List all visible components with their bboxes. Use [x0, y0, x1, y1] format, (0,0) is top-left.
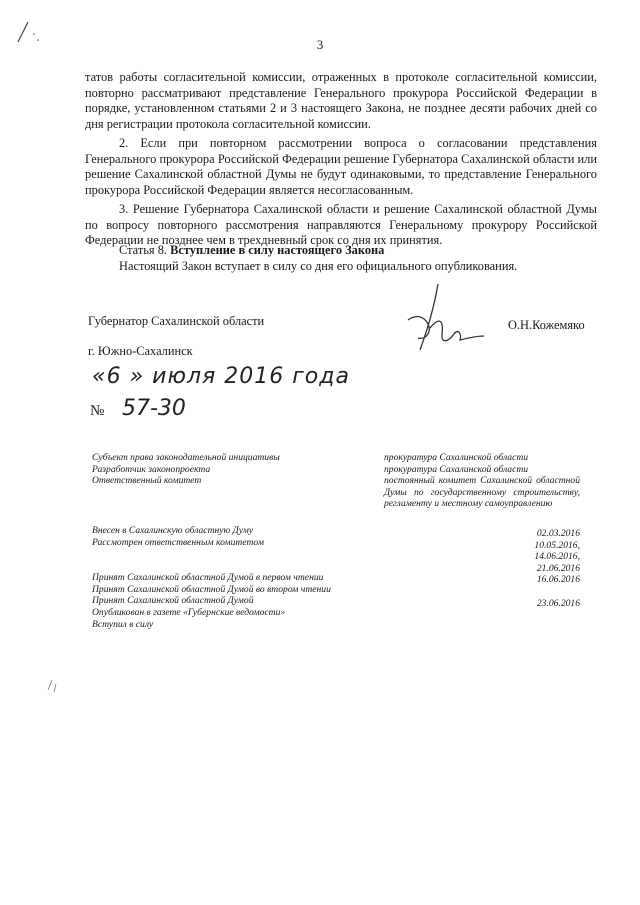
meta-dates — [500, 528, 580, 609]
scan-mark — [10, 12, 50, 52]
number-label: № — [90, 403, 105, 419]
article-text: Настоящий Закон вступает в силу со дня его официального опубликования. — [119, 258, 518, 273]
event-item: Вступил в силу — [92, 618, 154, 630]
paragraph-continuation: татов работы согласительной комиссии, отраженных в протоколе согласительной комиссии, повторно рассматривают представление Генерального прокурора Российской Федерации в порядке, установленном статьями 2 и 3 настоящего Закона, не позднее десяти рабочих дней со дня регистрации протокола согласительной комиссии. — [85, 70, 597, 131]
signature-image — [398, 278, 488, 358]
event-item: Принят Сахалинской областной Думой во втором чтении — [92, 583, 331, 595]
meta-label: Субъект права законодательной инициативы — [92, 452, 280, 463]
governor-name: О.Н.Кожемяко — [508, 318, 585, 332]
date-item: 14.06.2016, — [534, 551, 580, 563]
meta-value: прокуратура Сахалинской области — [384, 452, 529, 463]
event-item: Опубликован в газете «Губернские ведомости» — [92, 606, 286, 618]
meta-label: Разработчик законопроекта — [92, 463, 211, 475]
paragraph-3: 3. Решение Губернатора Сахалинской области и решение Сахалинской областной Думы по вопросу повторного рассмотрения направляются Генеральному прокурору Российской Федерации не позднее чем в трехдневный срок со дня их принятия. — [85, 202, 597, 247]
meta-values — [384, 452, 580, 510]
date-item: 21.06.2016 — [536, 562, 580, 574]
date-item: 23.06.2016 — [536, 597, 580, 609]
meta-value: постоянный комитет Сахалинской областной Думы по государственному строительству, регламенту и местному самоуправлению — [384, 475, 580, 510]
handwritten-number: 57-30 — [122, 396, 186, 421]
article-8 — [119, 243, 599, 274]
date-item: 02.03.2016 — [536, 528, 580, 539]
article-prefix: Статья 8. — [119, 243, 171, 257]
article-title: Вступление в силу настоящего Закона — [170, 243, 385, 257]
date-item: 16.06.2016 — [536, 574, 580, 586]
governor-position: Губернатор Сахалинской области — [88, 314, 265, 328]
event-item: Принят Сахалинской областной Думой — [92, 595, 254, 607]
event-spacer — [92, 548, 422, 572]
meta-label: Ответственный комитет — [92, 475, 202, 487]
meta-value: прокуратура Сахалинской области — [384, 463, 529, 475]
page-number: 3 — [316, 37, 324, 52]
handwritten-date: «6 » июля 2016 года — [92, 364, 350, 389]
event-item: Внесен в Сахалинскую областную Думу — [92, 525, 254, 536]
meta-labels — [92, 452, 362, 487]
scan-specks — [40, 670, 70, 700]
article-heading — [119, 243, 599, 259]
body-text — [85, 70, 597, 253]
meta-events — [92, 525, 422, 630]
date-item — [500, 586, 580, 598]
date-item: 10.05.2016, — [534, 539, 580, 551]
event-item: Рассмотрен ответственным комитетом — [92, 536, 264, 548]
city: г. Южно-Сахалинск — [88, 344, 193, 358]
paragraph-2: 2. Если при повторном рассмотрении вопроса о согласовании представления Генерального прокурора Российской Федерации решение Губернатора Сахалинской области или решение Сахалинской областной Думы не будут одинаковыми, то представление Генерального прокурора Российской Федерации является несогласованным. — [85, 136, 597, 197]
event-item: Принят Сахалинской областной Думой в первом чтении — [92, 572, 324, 584]
